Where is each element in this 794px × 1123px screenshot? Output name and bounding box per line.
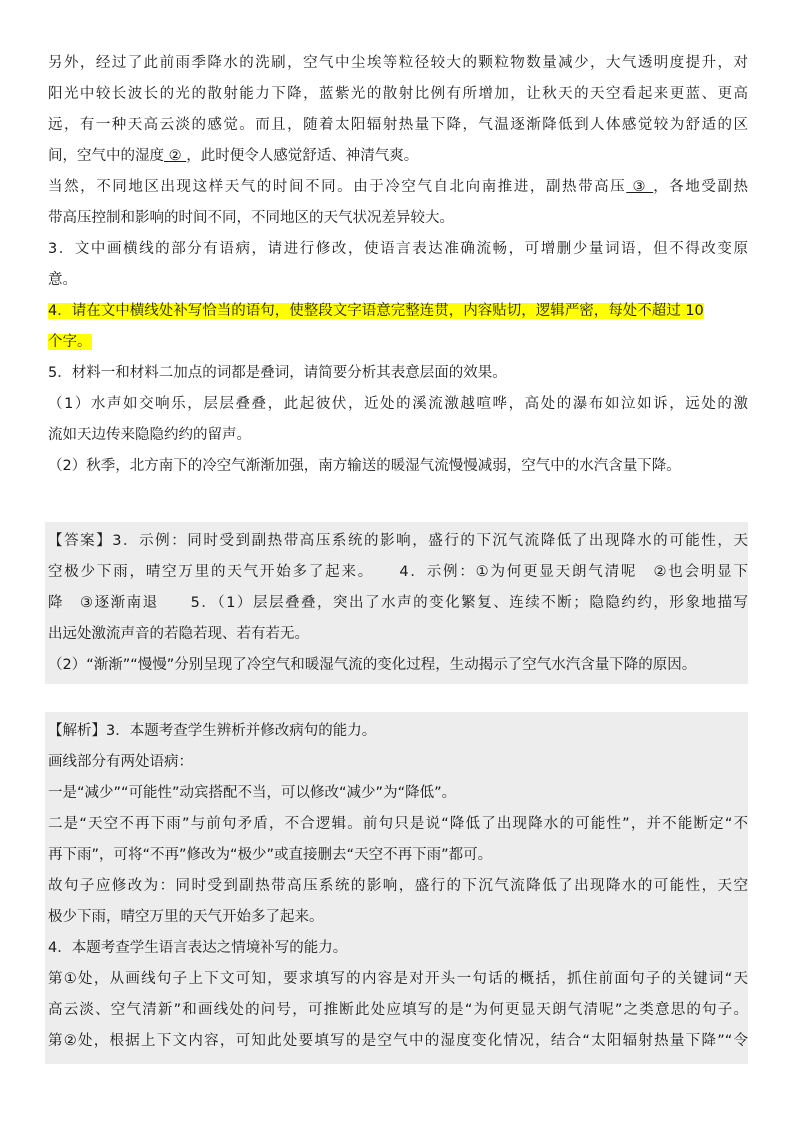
analysis-box: [45, 712, 748, 1064]
analysis-line: 4．本题考查学生语言表达之情境补写的能力。: [48, 940, 348, 956]
answer-line: （2）“渐渐”“慢慢”分别呈现了冷空气和暖湿气流的变化过程，生动揭示了空气水汽含量下降的原因。: [48, 657, 697, 673]
passage-line: 阳光中较长波长的光的散射能力下降，蓝紫光的散射比例有所增加，让秋天的天空看起来更蓝、更高: [48, 86, 748, 102]
answer-box: [45, 522, 748, 684]
analysis-line: 二是“天空不再下雨”与前句矛盾，不合逻辑。前句只是说“降低了出现降水的可能性”，并不能断定“不: [48, 816, 748, 832]
passage-line: 当然，不同地区出现这样天气的时间不同。由于冷空气自北向南推进，副热带高压 ③ ，各地受副热: [48, 179, 749, 195]
passage-line: 另外，经过了此前雨季降水的洗刷，空气中尘埃等粒径较大的颗粒物数量减少，大气透明度提升，对: [48, 55, 748, 71]
analysis-label: 【解析】: [48, 723, 106, 739]
analysis-line: 第②处，根据上下文内容，可知此处要填写的是空气中的湿度变化情况，结合“太阳辐射热量下降”“令: [48, 1033, 748, 1049]
passage-line: 间，空气中的湿度 ② ，此时便令人感觉舒适、神清气爽。: [48, 148, 419, 164]
passage-line: 带高压控制和影响的时间不同，不同地区的天气状况差异较大。: [48, 210, 454, 226]
material-1-cont: 流如天边传来隐隐约约的留声。: [48, 427, 251, 443]
passage-line: 远，有一种天高云淡的感觉。而且，随着太阳辐射热量下降，气温逐渐降低到人体感觉较为舒适的区: [48, 117, 748, 133]
answer-label: 【答案】: [48, 533, 113, 549]
answer-line: 出远处激流声音的若隐若现、若有若无。: [48, 626, 309, 642]
question-4: 4．请在文中横线处补写恰当的语句，使整段文字语意完整连贯，内容贴切，逻辑严密，每处不超过 10: [48, 303, 704, 319]
question-3: 3．文中画横线的部分有语病，请进行修改，使语言表达准确流畅，可增删少量词语，但不得改变原: [48, 241, 748, 257]
analysis-line: 高云淡、空气清新”和画线处的问号，可推断此处应填写的是“为何更显天朗气清呢”之类意思的句子。: [48, 1002, 748, 1018]
analysis-line: 一是“减少”“可能性”动宾搭配不当，可以修改“减少”为“降低”。: [48, 785, 457, 801]
blank-3: ③: [632, 179, 648, 195]
material-1: （1）水声如交响乐，层层叠叠，此起彼伏，近处的溪流激越喧哗，高处的瀑布如泣如诉，远处的激: [48, 396, 748, 412]
analysis-line: 极少下雨，晴空万里的天气开始多了起来。: [48, 909, 324, 925]
answer-line: 降 ③逐渐南退 5．（1）层层叠叠，突出了水声的变化繁复、连续不断；隐隐约约，形象地描写: [48, 595, 748, 611]
analysis-line: 故句子应修改为：同时受到副热带高压系统的影响，盛行的下沉气流降低了出现降水的可能性，天空: [48, 878, 748, 894]
material-2: （2）秋季，北方南下的冷空气渐渐加强，南方输送的暖湿气流慢慢减弱，空气中的水汽含量下降。: [48, 458, 681, 474]
question-5: 5．材料一和材料二加点的词都是叠词，请简要分析其表意层面的效果。: [48, 365, 507, 381]
analysis-line: 再下雨”，可将“不再”修改为“极少”或直接删去“天空不再下雨”都可。: [48, 847, 493, 863]
question-3-cont: 意。: [48, 272, 77, 288]
passage-section: [48, 48, 748, 482]
question-4-cont: 个字。: [48, 334, 92, 350]
blank-2: ②: [168, 148, 182, 164]
analysis-line: 第①处，从画线句子上下文可知，要求填写的内容是对开头一句话的概括，抓住前面句子的关键词“天: [48, 971, 748, 987]
answer-line: 【答案】3．示例：同时受到副热带高压系统的影响，盛行的下沉气流降低了出现降水的可能性，天: [48, 533, 748, 549]
answer-line: 空极少下雨，晴空万里的天气开始多了起来。 4．示例：①为何更显天朗气清呢 ②也会明显下: [48, 564, 748, 580]
analysis-line: 【解析】3．本题考查学生辨析并修改病句的能力。: [48, 723, 377, 739]
analysis-line: 画线部分有两处语病：: [48, 754, 193, 770]
